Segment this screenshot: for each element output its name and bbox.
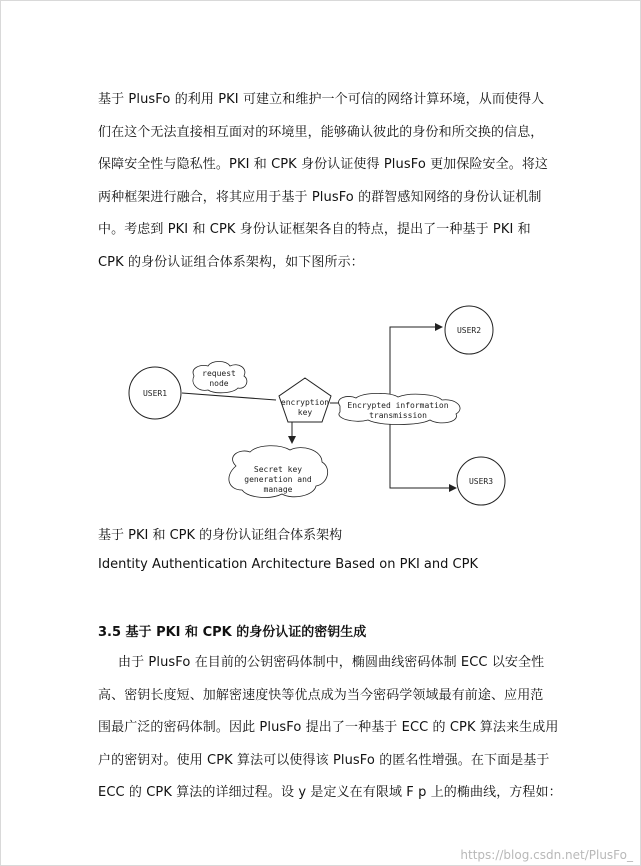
- secret-key-label: generation and: [244, 475, 312, 484]
- body-paragraph: [98, 647, 562, 810]
- user3-label: USER3: [468, 477, 494, 486]
- edge-user1-key: [182, 393, 276, 400]
- user1-label: USER1: [142, 389, 168, 398]
- intro-line: 保障安全性与隐私性。PKI 和 CPK 身份认证使得 PlusFo 更加保险安全。将这: [98, 157, 549, 173]
- encryption-key-label: encryption: [280, 398, 330, 407]
- body-line: 由于 PlusFo 在目前的公钥密码体制中，椭圆曲线密码体制 ECC 以安全性: [118, 655, 545, 670]
- intro-line: 中。考虑到 PKI 和 CPK 身份认证框架各自的特点，提出了一种基于 PKI 和: [98, 222, 531, 238]
- section-heading: 3.5 基于 PKI 和 CPK 的身份认证的密钥生成: [98, 625, 367, 640]
- figure-caption-en: Identity Authentication Architecture Based on PKI and CPK: [98, 557, 478, 572]
- watermark: https://blog.csdn.net/PlusFo_: [460, 848, 633, 862]
- intro-line: 们在这个无法直接相互面对的环境里，能够确认彼此的身份和所交换的信息，: [98, 124, 544, 140]
- secret-key-label: Secret key: [253, 465, 303, 474]
- encrypted-transmission-label: transmission: [369, 411, 427, 420]
- secret-key-label: manage: [263, 485, 293, 494]
- figure-caption-cn: 基于 PKI 和 CPK 的身份认证组合体系架构: [98, 528, 343, 543]
- intro-line: 两种框架进行融合，将其应用于基于 PlusFo 的群智感知网络的身份认证机制: [98, 189, 542, 205]
- user2-label: USER2: [456, 326, 482, 335]
- body-line: 户的密钥对。使用 CPK 算法可以使得该 PlusFo 的匿名性增强。在下面是基于: [98, 752, 550, 768]
- body-line: ECC 的 CPK 算法的详细过程。设 y 是定义在有限域 F p 上的椭曲线，方程如：: [98, 785, 562, 801]
- intro-line: CPK 的身份认证组合体系架构，如下图所示：: [98, 254, 364, 270]
- edge-key-user2: [330, 327, 442, 403]
- body-line: 围最广泛的密码体制。因此 PlusFo 提出了一种基于 ECC 的 CPK 算法来生成用: [98, 720, 559, 736]
- request-node-label: node: [209, 379, 229, 388]
- intro-line: 基于 PlusFo 的利用 PKI 可建立和维护一个可信的网络计算环境，从而使得人: [98, 92, 545, 107]
- encrypted-transmission-label: Encrypted information: [347, 401, 449, 410]
- body-line: 高、密钥长度短、加解密速度快等优点成为当今密码学领域最有前途、应用范: [98, 687, 544, 703]
- request-node-label: request: [202, 369, 236, 378]
- encryption-key-label: key: [297, 408, 313, 417]
